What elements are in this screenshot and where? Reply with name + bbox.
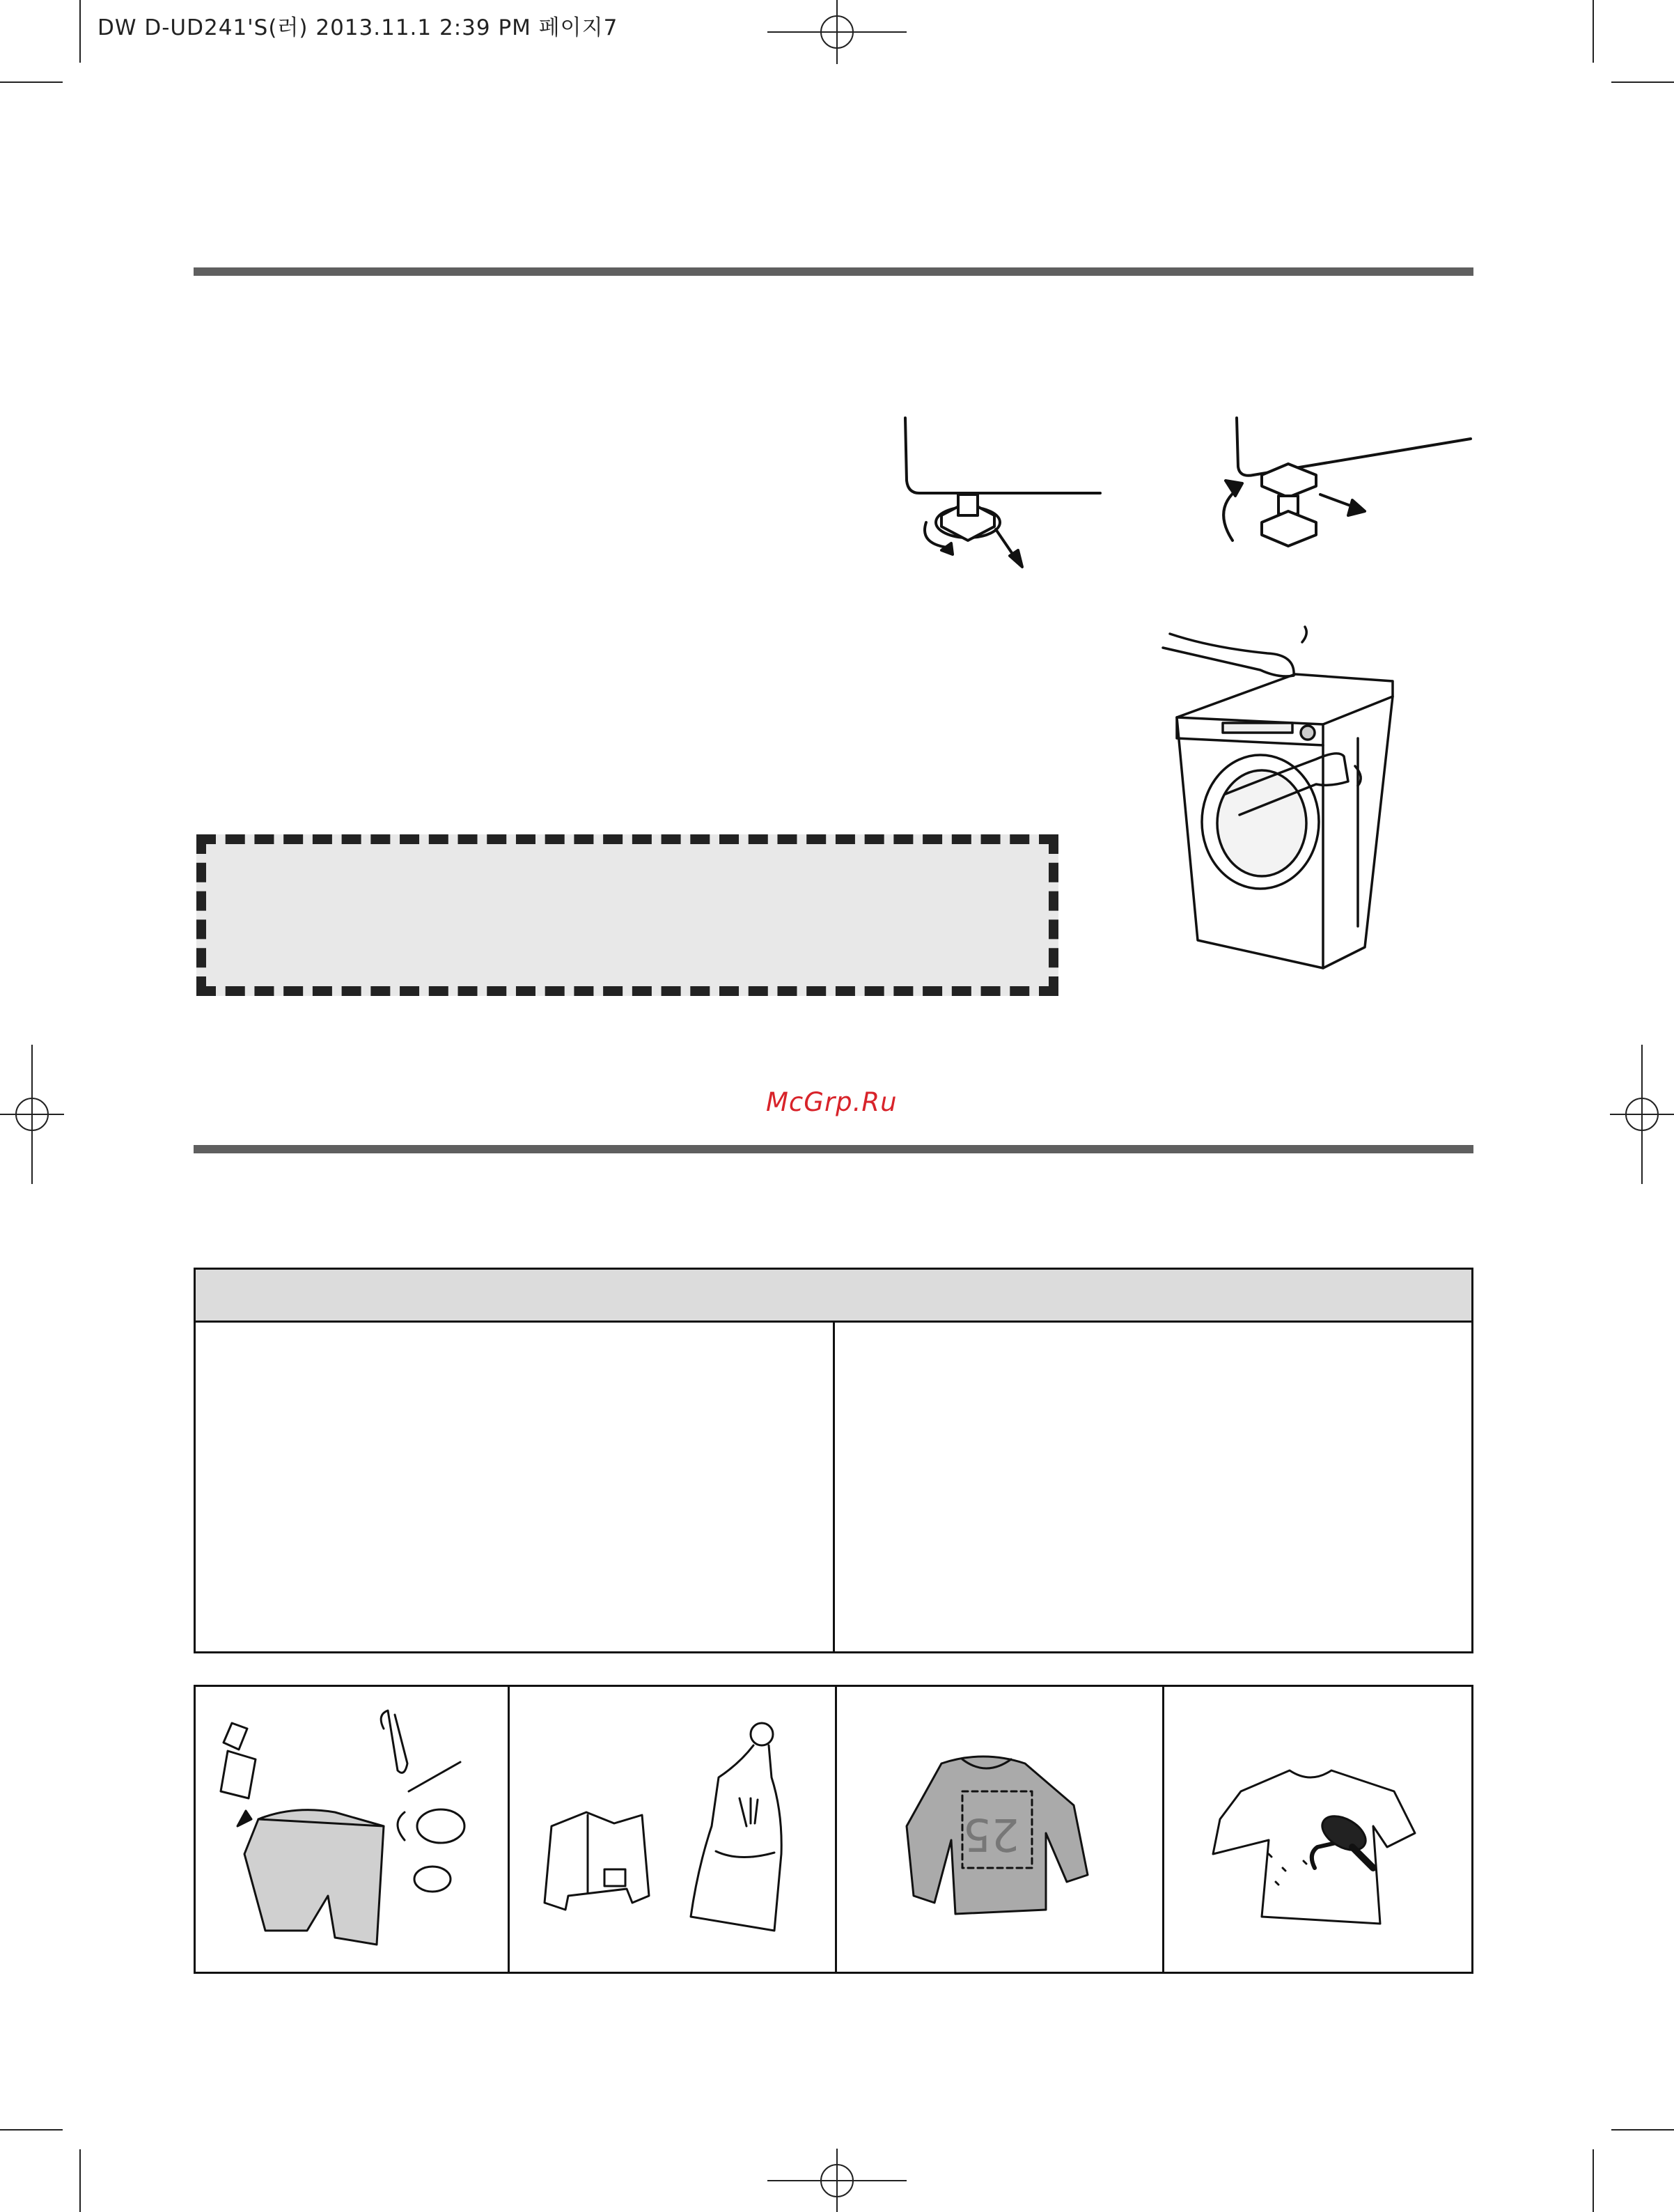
note-box bbox=[196, 834, 1058, 996]
preparation-table bbox=[194, 1268, 1473, 1653]
sweater-inside-out-icon bbox=[837, 1687, 1157, 1965]
print-stamp: DW D-UD241'S(러) 2013.11.1 2:39 PM 페이지7 bbox=[97, 15, 618, 40]
illustration-cell-pockets bbox=[196, 1687, 510, 1972]
watermark-text: McGrp.Ru bbox=[766, 1087, 898, 1117]
section-rule-bottom bbox=[194, 1145, 1473, 1153]
illustration-table bbox=[194, 1685, 1473, 1974]
section-rule-top bbox=[194, 267, 1473, 276]
stain-brush-icon bbox=[1164, 1687, 1471, 1965]
washing-machine-icon bbox=[1156, 620, 1455, 982]
illustration-cell-sweater bbox=[837, 1687, 1164, 1972]
leveling-foot-icon bbox=[891, 411, 1128, 571]
illustration-cell-stain bbox=[1164, 1687, 1476, 1972]
fasteners-icon bbox=[510, 1687, 830, 1965]
table-column-divider bbox=[833, 1323, 835, 1653]
svg-text:25: 25 bbox=[962, 1808, 1019, 1860]
illustration-cell-fasteners bbox=[510, 1687, 837, 1972]
leveling-foot-icon bbox=[1198, 411, 1476, 564]
pocket-contents-icon bbox=[196, 1687, 502, 1965]
table-header-row bbox=[196, 1270, 1471, 1323]
